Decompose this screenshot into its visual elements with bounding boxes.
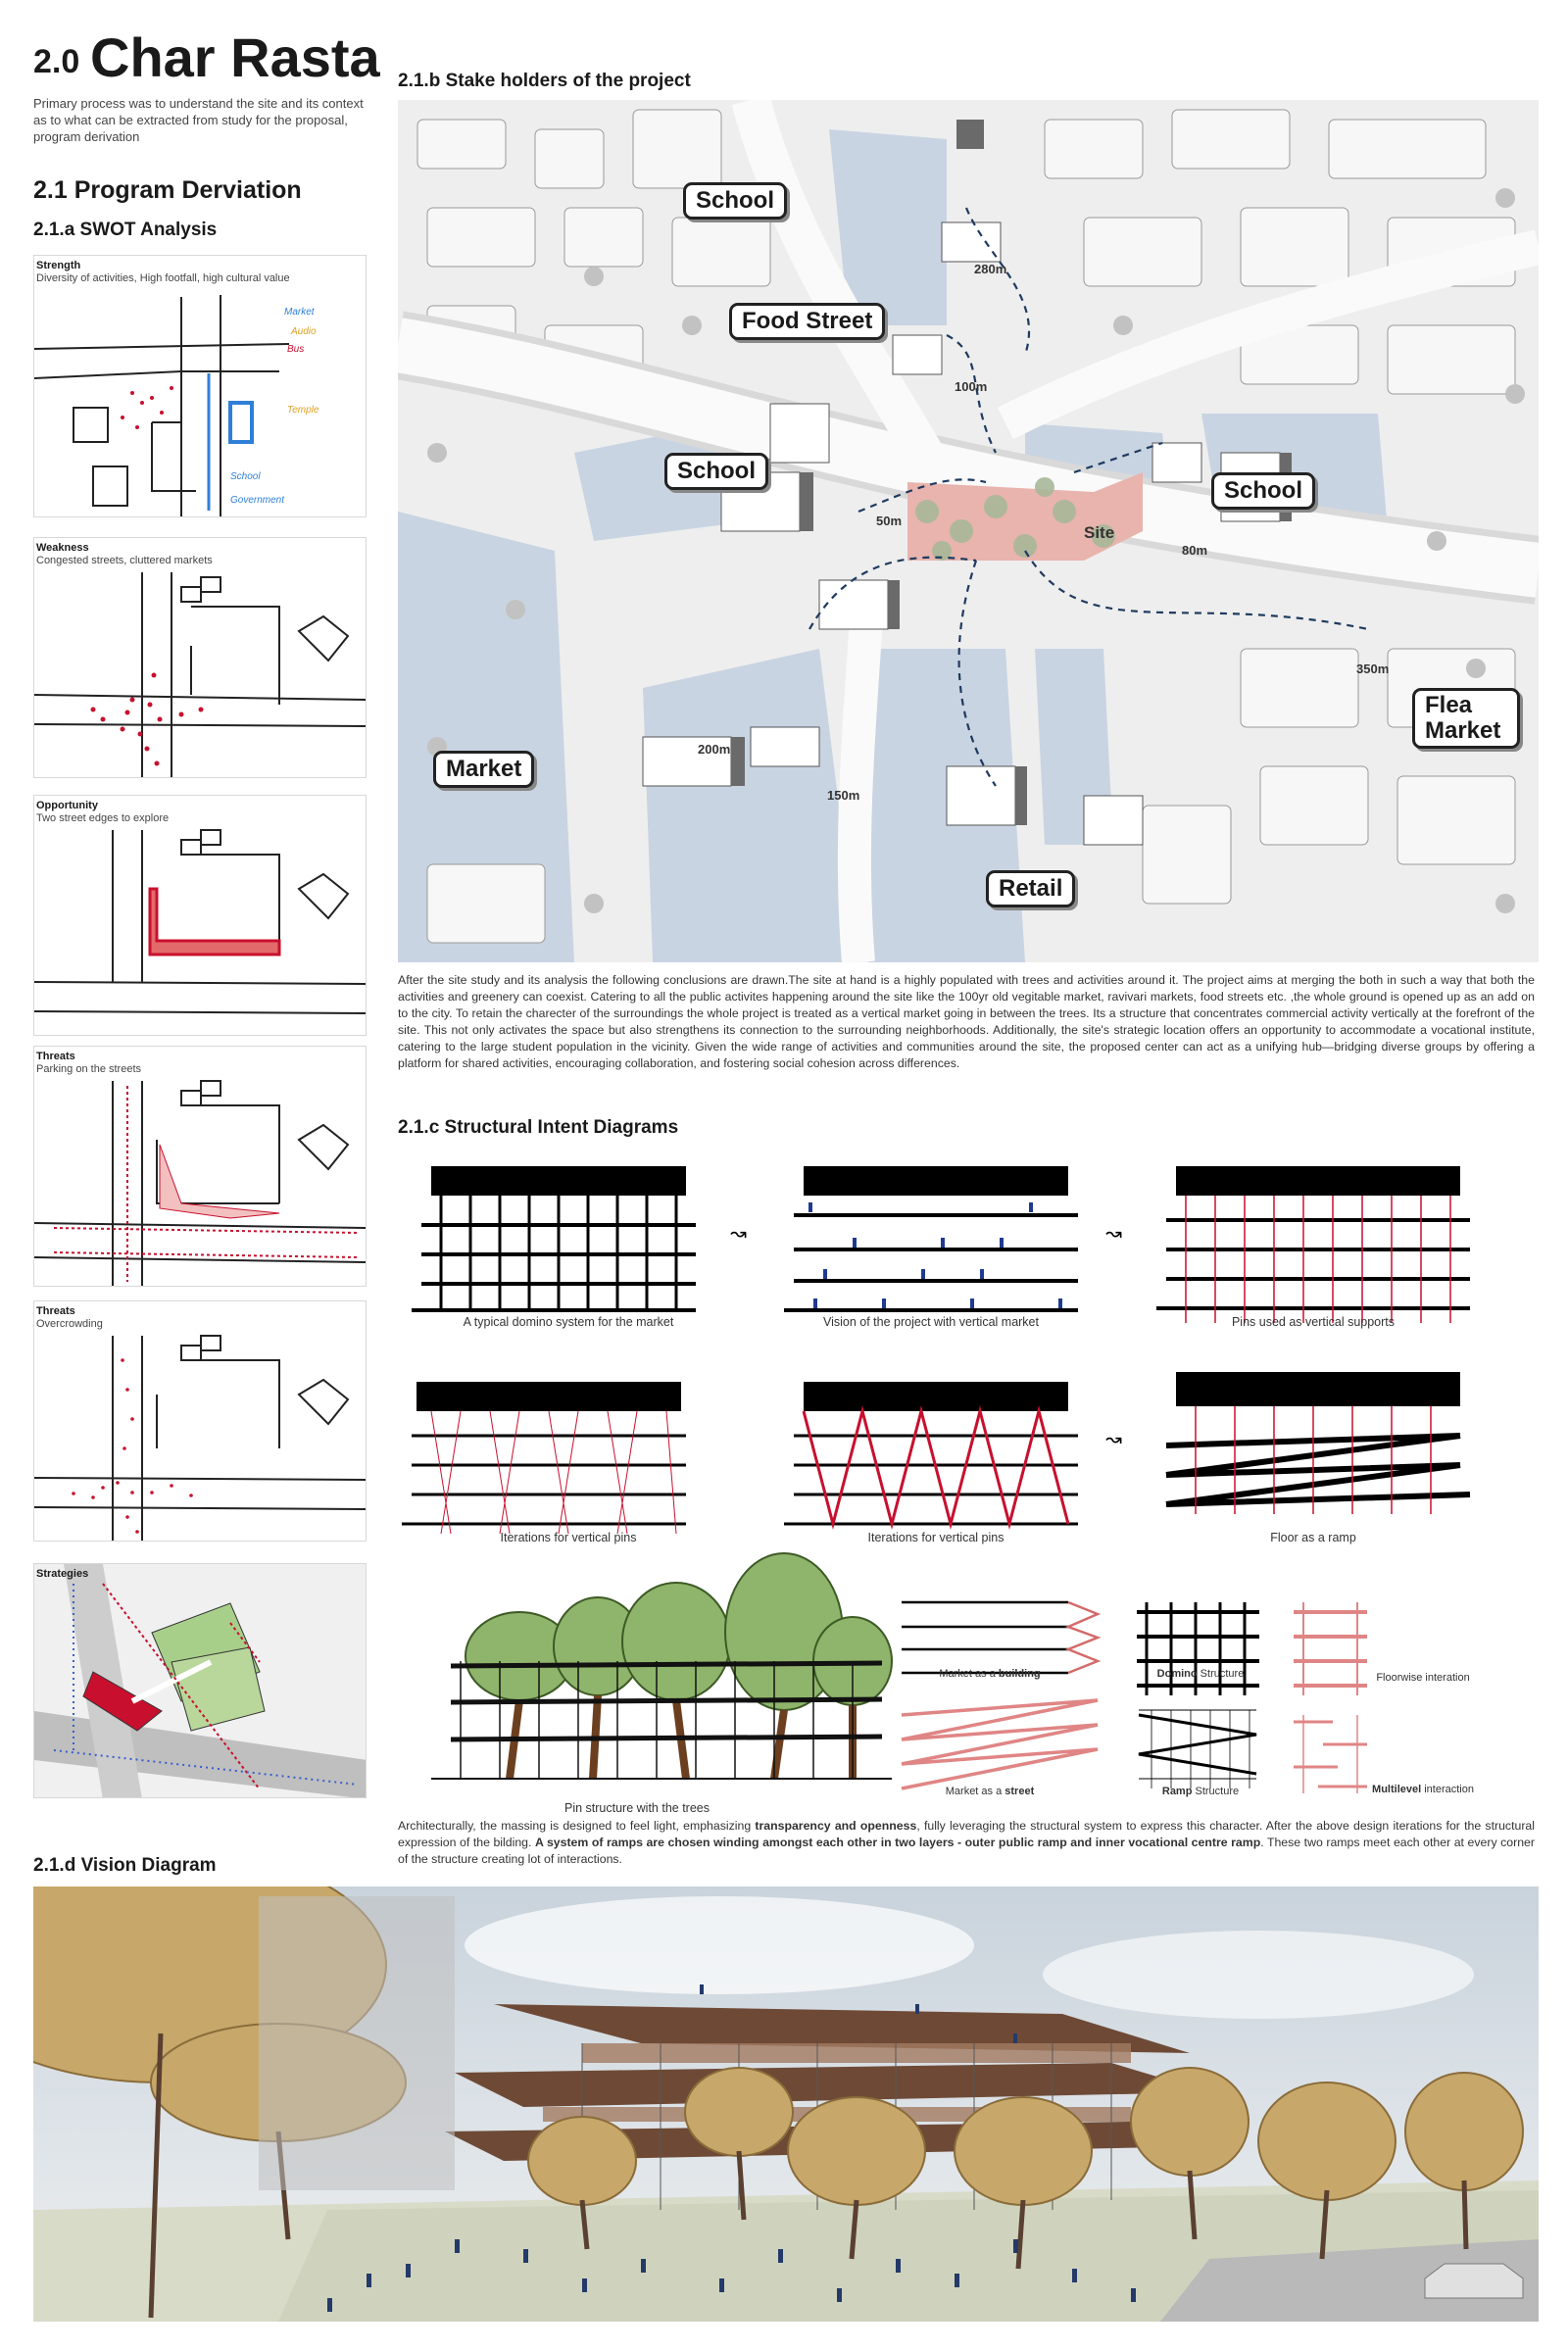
mini-ramp: [1139, 1710, 1256, 1788]
label-market: Market: [433, 751, 534, 788]
conclusion-text: After the site study and its analysis the following conclusions are drawn.The site at hand is a highly populated with trees and activities around it. The project aims at merging the both in such a way that both the activities and greenery can coexist. Catering to all the public activites happening around the site like the 100yr old vegitable market, ravivari markets, food streets etc. ,the whole ground is opened up as an add on to the city. To retain the charecter of the surroundings the whole project is treated as a vertical market going in between the trees. Its a structure that concentrates commercial activity vertically at the forefront of the site. This not only activates the space but also strengthens its connection to the surrounding neighborhoods. Additionally, the site's strategic location offers an opportunity to accommodate a vocational institute, catering to the large student population in the vicinity. Given the wide range of activities and communities around the site, the proposed center can act as a unifying hub—bridging diverse groups by offering a platform for shared activities, encouraging collaboration, and fostering social cohesion across differences.: [398, 973, 1535, 1070]
caption-iterations-1: Iterations for vertical pins: [500, 1531, 637, 1544]
page-title: Char Rasta: [90, 26, 380, 88]
swot-card-weakness: [33, 537, 367, 778]
vision-illustration: [33, 1886, 1539, 2322]
card-subtitle: Diversity of activities, High footfall, high cultural value: [36, 272, 290, 284]
swot-card-threats-parking: [33, 1046, 367, 1287]
parking-sketch: [34, 1047, 367, 1287]
note-government: Government: [230, 495, 285, 506]
label-school-west: School: [664, 453, 768, 490]
caption-floor-ramp: Floor as a ramp: [1270, 1531, 1356, 1544]
note-temple: Temple: [287, 405, 319, 416]
distance-150m: 150m: [827, 788, 860, 803]
card-title: Strategies: [36, 1568, 89, 1580]
card-subtitle: Two street edges to explore: [36, 812, 170, 824]
mini-multilevel: [1294, 1715, 1367, 1793]
structural-heading: 2.1.c Structural Intent Diagrams: [398, 1117, 679, 1138]
caption-vertical-market: Vision of the project with vertical market: [822, 1315, 1039, 1329]
diagram-vertical-market: [784, 1166, 1078, 1310]
distance-50m: 50m: [876, 514, 903, 528]
diagram-pin-structure-trees: [431, 1553, 892, 1779]
distance-100m: 100m: [955, 379, 988, 394]
label-food-street: Food Street: [729, 303, 885, 340]
structural-diagrams: [392, 1151, 1539, 1818]
diagram-iteration-2: [784, 1382, 1078, 1524]
distance-200m: 200m: [698, 742, 731, 757]
swot-heading: 2.1.a SWOT Analysis: [33, 220, 218, 240]
swot-card-strength: [33, 255, 367, 517]
opportunity-sketch: [34, 796, 367, 1036]
diagram-iteration-1: [402, 1382, 686, 1534]
stakeholders-heading: 2.1.b Stake holders of the project: [398, 71, 691, 91]
vision-render: [33, 1886, 1539, 2322]
label-site: Site: [1084, 523, 1115, 542]
card-subtitle: Overcrowding: [36, 1318, 103, 1330]
card-title: Threats: [36, 1305, 75, 1317]
arrow-icon: ↝: [1105, 1427, 1122, 1450]
label-school-north: School: [683, 182, 787, 220]
card-title: Weakness: [36, 542, 89, 554]
diagram-pins: [1156, 1166, 1470, 1323]
map-drawing: [398, 100, 1539, 962]
caption-market-building: Market as a building: [939, 1668, 1041, 1680]
architecture-text: Architecturally, the massing is designed to feel light, emphasizing transparency and openness, fully leveraging the structural system to express this character. After the above design iterations for the structural expression of the bilding. A system of ramps are chosen winding amongst each other in two layers - outer public ramp and inner vocational centre ramp. These two ramps meet each other at every corner of the structure creating lot of interactions.: [398, 1819, 1535, 1866]
swot-card-opportunity: [33, 795, 367, 1036]
card-title: Opportunity: [36, 800, 98, 811]
caption-floorwise: Floorwise interation: [1376, 1672, 1470, 1684]
weakness-sketch: [34, 538, 367, 778]
mini-domino: [1137, 1602, 1259, 1695]
section-heading-program: 2.1 Program Derviation: [33, 176, 302, 204]
swot-card-strategies: [33, 1563, 367, 1798]
mini-street: [902, 1700, 1098, 1788]
caption-iterations-2: Iterations for vertical pins: [867, 1531, 1004, 1544]
label-flea-market: Flea Market: [1412, 688, 1520, 749]
card-subtitle: Parking on the streets: [36, 1063, 142, 1075]
overcrowding-sketch: [34, 1301, 367, 1542]
diagram-ramp: [1166, 1372, 1470, 1514]
stakeholder-map: [398, 100, 1539, 962]
section-number: 2.0: [33, 43, 80, 80]
note-audio: Audio: [291, 326, 317, 337]
label-retail: Retail: [986, 870, 1075, 907]
intro-text: Primary process was to understand the site and its context as to what can be extracted from study for the proposal, program derivation: [33, 96, 364, 144]
strength-sketch: [34, 256, 367, 517]
caption-multilevel: Multilevel interaction: [1372, 1784, 1474, 1795]
card-title: Strength: [36, 260, 81, 271]
distance-280m: 280m: [974, 262, 1007, 276]
label-school-east: School: [1211, 472, 1315, 510]
card-subtitle: Congested streets, cluttered markets: [36, 555, 213, 566]
caption-pin-trees: Pin structure with the trees: [564, 1801, 710, 1815]
note-market: Market: [284, 307, 315, 318]
caption-market-street: Market as a street: [945, 1786, 1035, 1797]
card-title: Threats: [36, 1051, 75, 1062]
mini-building: [902, 1602, 1098, 1673]
strategies-sketch: [34, 1564, 367, 1798]
caption-domino-structure: Domino Structure: [1156, 1668, 1245, 1680]
caption-pins: Pins used as vertical supports: [1231, 1315, 1396, 1329]
diagram-domino: [412, 1166, 696, 1310]
arrow-icon: ↝: [730, 1221, 747, 1245]
note-school: School: [230, 471, 261, 482]
arrow-icon: ↝: [1105, 1221, 1122, 1245]
note-bus: Bus: [287, 344, 305, 355]
distance-80m: 80m: [1182, 543, 1208, 558]
distance-350m: 350m: [1356, 661, 1390, 676]
caption-ramp-structure: Ramp Structure: [1161, 1786, 1240, 1797]
vision-heading: 2.1.d Vision Diagram: [33, 1855, 217, 1876]
swot-card-threats-overcrowding: [33, 1300, 367, 1542]
caption-domino: A typical domino system for the market: [463, 1315, 674, 1329]
